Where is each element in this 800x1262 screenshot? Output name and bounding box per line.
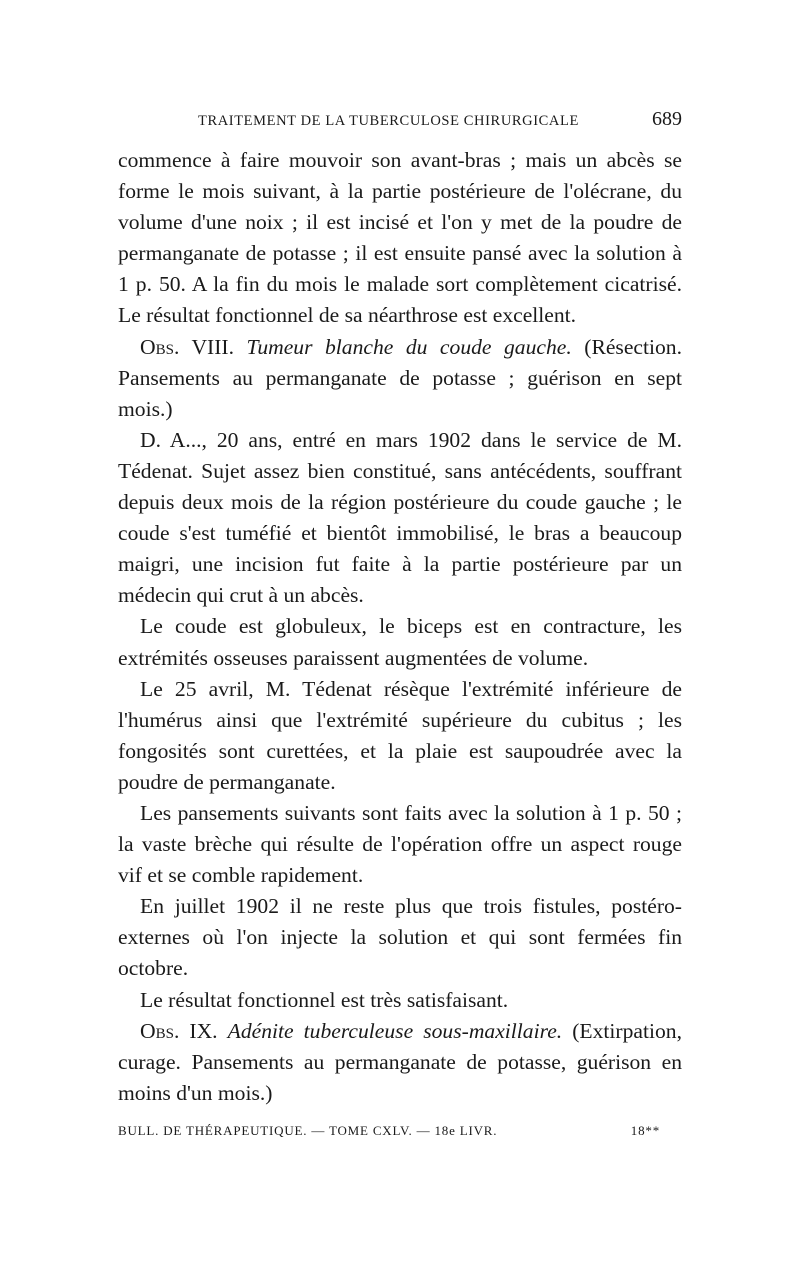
obs8-label: Obs. VIII. bbox=[140, 334, 235, 359]
paragraph-3: Le coude est globuleux, le biceps est en contracture, les extrémités osseuses paraissent augmentées de volume. bbox=[118, 614, 682, 670]
obs9-rest: (Extirpation, curage. Pansements au permanganate de potasse, guérison en moins d'un mois.) bbox=[118, 1018, 682, 1105]
document-page bbox=[118, 108, 682, 1139]
signature-mark: 18** bbox=[630, 1122, 660, 1138]
paragraph-5: Les pansements suivants sont faits avec la solution à 1 p. 50 ; la vaste brèche qui résulte de l'opération offre un aspect rouge vif et se comble rapidement. bbox=[118, 800, 682, 888]
observation-9 bbox=[118, 1016, 682, 1109]
obs8-title: Tumeur blanche du coude gauche. bbox=[246, 334, 572, 359]
running-title: TRAITEMENT DE LA TUBERCULOSE CHIRURGICALE bbox=[198, 113, 579, 129]
paragraph-7: Le résultat fonctionnel est très satisfaisant. bbox=[140, 987, 509, 1012]
footer-imprint: BULL. DE THÉRAPEUTIQUE. — TOME CXLV. — 18e LIVR. bbox=[118, 1122, 498, 1138]
obs9-label: Obs. IX. bbox=[140, 1018, 218, 1043]
paragraph-6: En juillet 1902 il ne reste plus que trois fistules, postéro-externes où l'on injecte la solution et qui sont fermées fin octobre. bbox=[118, 894, 682, 981]
page-footer bbox=[118, 1123, 682, 1139]
body-text bbox=[118, 145, 682, 1109]
paragraph-4: Le 25 avril, M. Tédenat résèque l'extrémité inférieure de l'humérus ainsi que l'extrémité supérieure du cubitus ; les fongosités sont curettées, et la plaie est saupoudrée avec la poudre de permanganate. bbox=[118, 676, 682, 794]
page-number: 689 bbox=[652, 108, 682, 130]
running-header bbox=[118, 108, 682, 131]
paragraph-1: commence à faire mouvoir son avant-bras ; mais un abcès se forme le mois suivant, à la partie postérieure de l'olécrane, du volume d'une noix ; il est incisé et l'on y met de la poudre de permanganate de potasse ; il est ensuite pansé avec la solution à 1 p. 50. A la fin du mois le malade sort complètement cicatrisé. Le résultat fonctionnel de sa néarthrose est excellent. bbox=[118, 148, 682, 328]
obs8-rest: (Résection. Pansements au permanganate de potasse ; guérison en sept mois.) bbox=[118, 334, 682, 421]
obs9-title: Adénite tuberculeuse sous-maxillaire. bbox=[227, 1018, 563, 1043]
paragraph-2: D. A..., 20 ans, entré en mars 1902 dans le service de M. Tédenat. Sujet assez bien constitué, sans antécédents, souffrant depuis deux mois de la région postérieure du coude gauche ; le coude s'est tuméfié et bientôt immobilisé, le bras a beaucoup maigri, une incision fut faite à la partie postérieure par un médecin qui crut à un abcès. bbox=[118, 427, 682, 608]
observation-8 bbox=[118, 332, 682, 425]
